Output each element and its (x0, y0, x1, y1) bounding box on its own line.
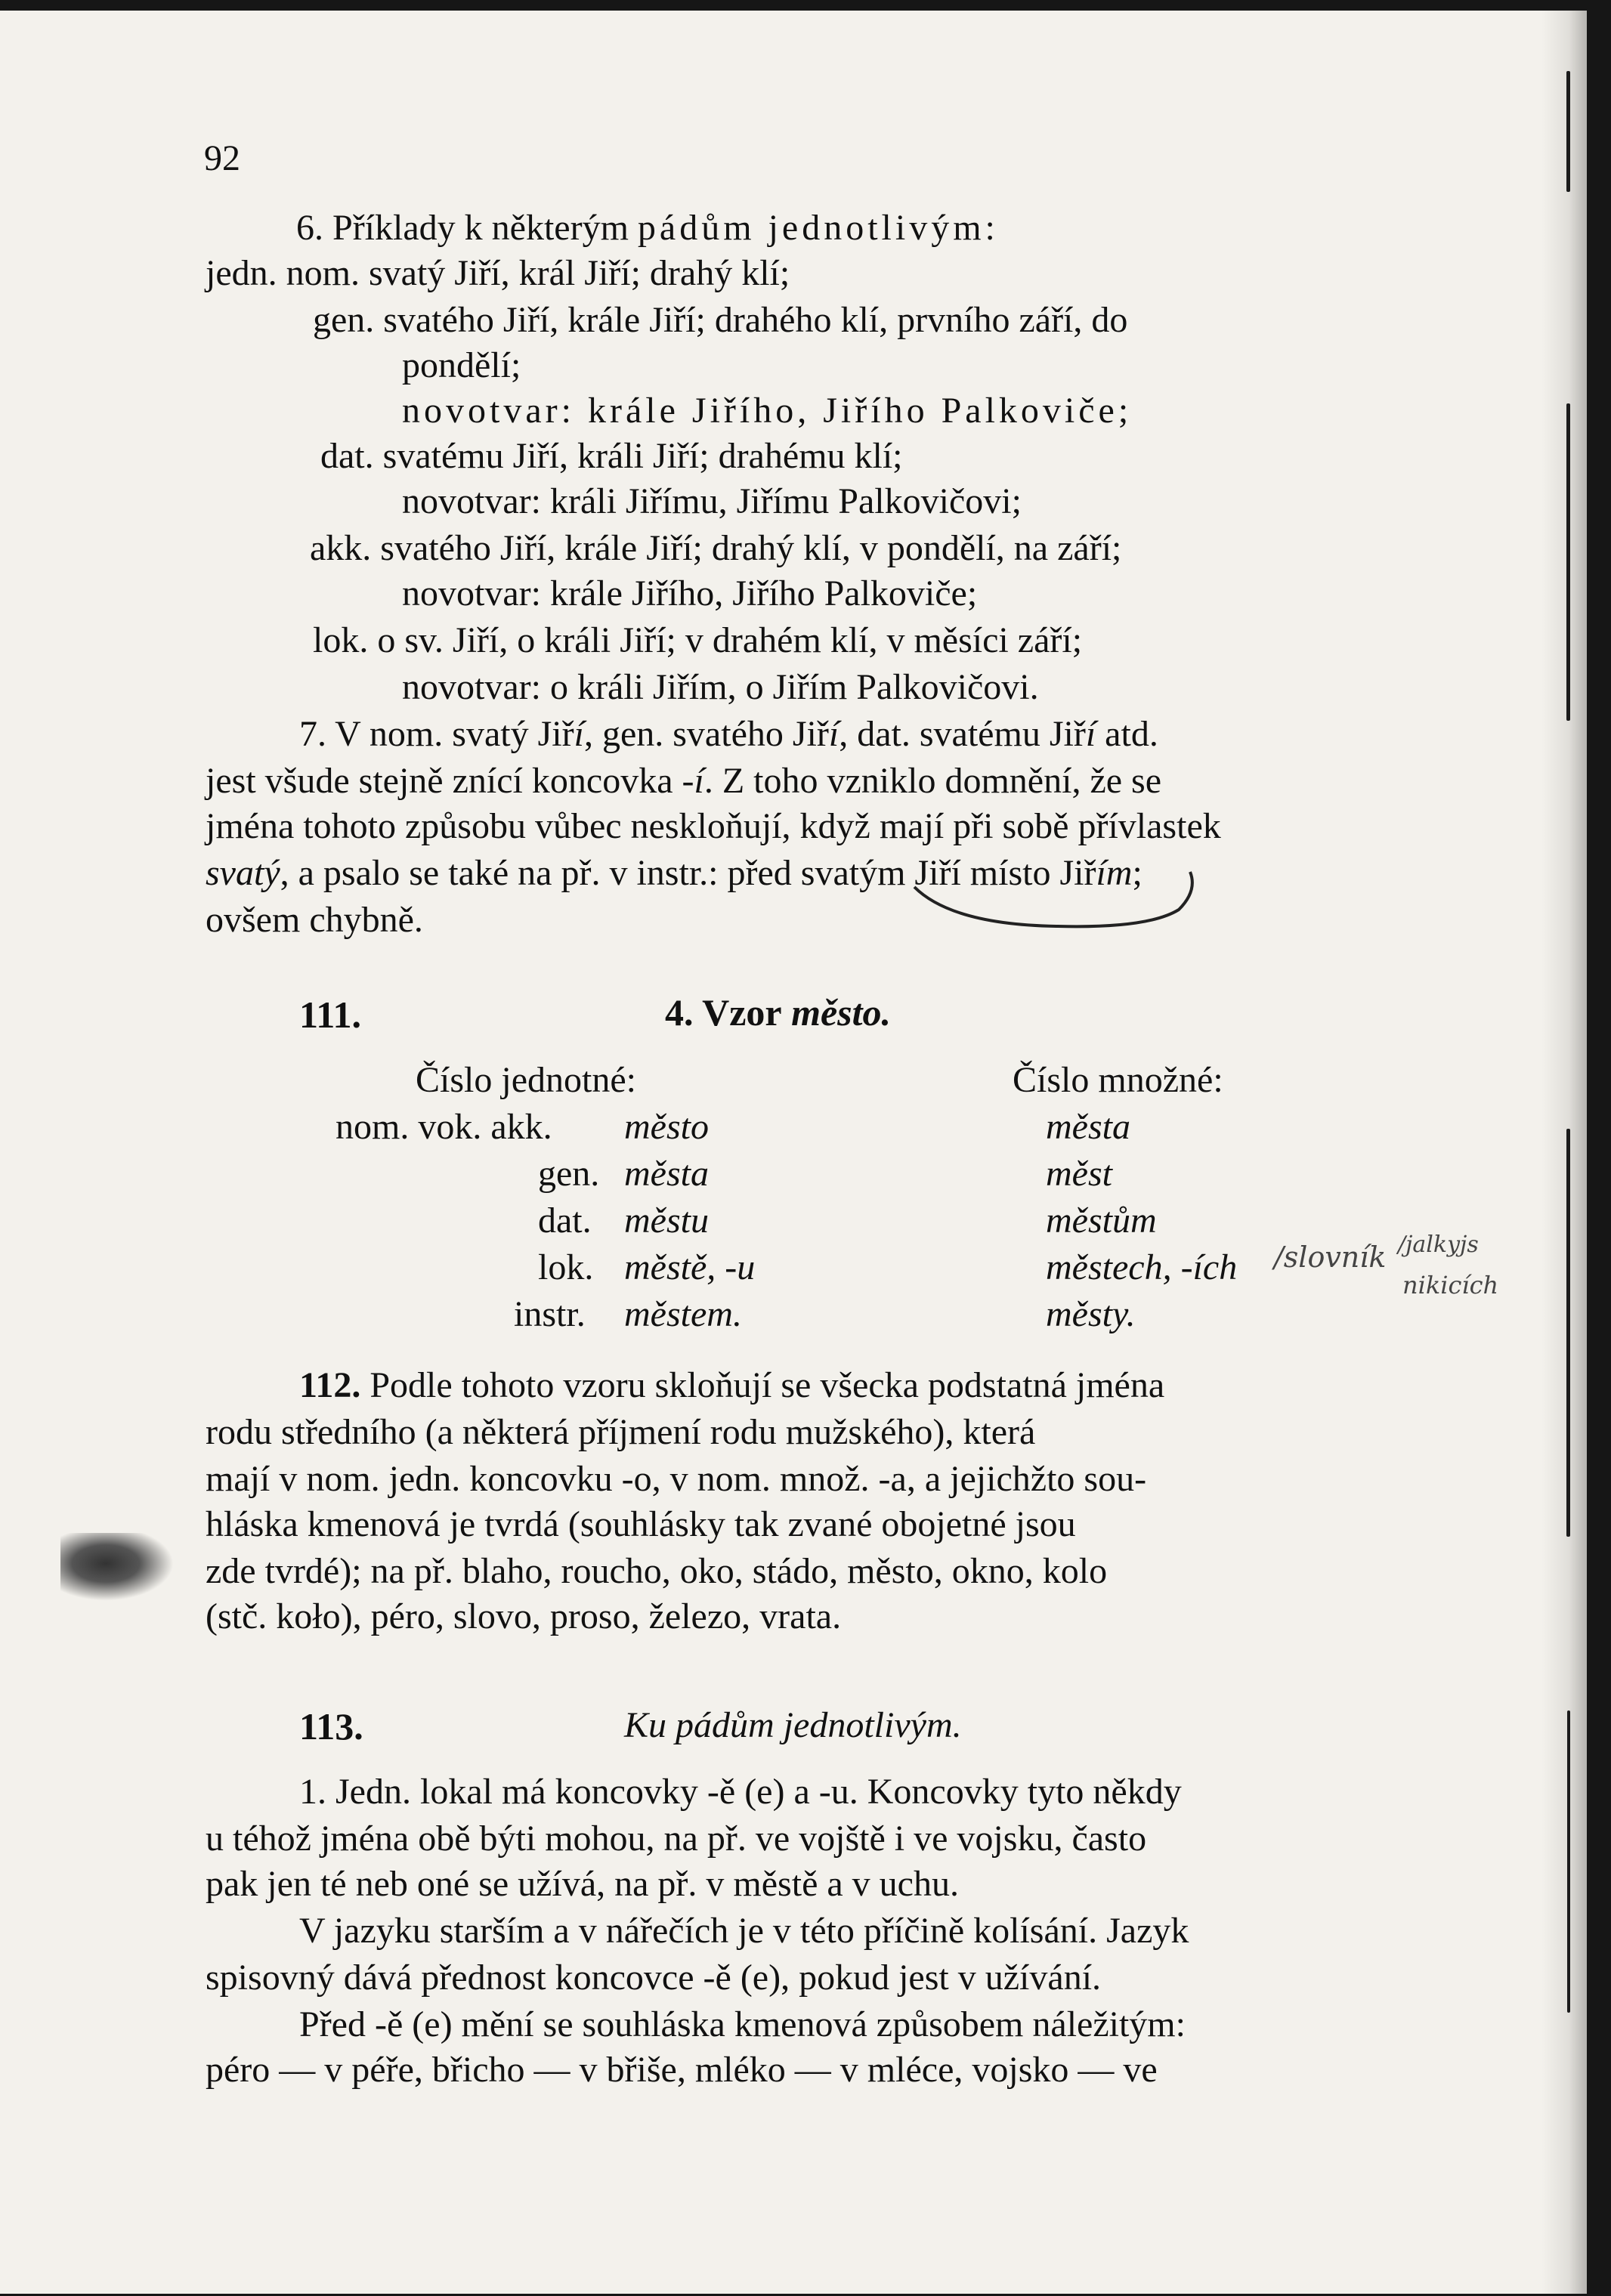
section-number: 113. (299, 1705, 363, 1747)
text-line: Před -ě (e) mění se souhláska kmenová způsobem náležitým: (299, 2004, 1186, 2044)
section-title: 4. Vzor město. (665, 991, 892, 1034)
margin-line (1567, 1710, 1570, 2013)
case-label: dat. (538, 1201, 592, 1241)
pencil-note: /slovník (1274, 1241, 1387, 1274)
case-label: nom. vok. akk. (335, 1107, 552, 1147)
section6-heading: 6. Příklady k některým pádům jednotlivým: (296, 208, 999, 248)
text-line: hláska kmenová je tvrdá (souhlásky tak zvané obojetné jsou (206, 1504, 1076, 1544)
case-label: gen. (538, 1154, 600, 1194)
plural-form: městům (1046, 1201, 1157, 1241)
singular-header: Číslo jednotné: (416, 1060, 636, 1100)
case-label: lok. (538, 1247, 594, 1287)
text-line: gen. svatého Jiří, krále Jiří; drahého klí, prvního září, do (313, 300, 1128, 340)
text-line: spisovný dává přednost koncovce -ě (e), pokud jest v užívání. (206, 1958, 1102, 1998)
text-line: novotvar: o králi Jiřím, o Jiřím Palkovičovi. (402, 667, 1039, 707)
section-number: 111. (299, 993, 361, 1036)
pencil-note: /jalkyjs (1398, 1231, 1479, 1258)
text-line: 7. V nom. svatý Jiří, gen. svatého Jiří, dat. svatému Jiří atd. (299, 714, 1158, 754)
text-line: lok. o sv. Jiří, o králi Jiří; v drahém klí, v měsíci září; (313, 620, 1083, 660)
text-line: svatý, a psalo se také na př. v instr.: před svatým Jiří místo Jiřím; (206, 853, 1143, 893)
text-line: mají v nom. jedn. koncovku -o, v nom. množ. -a, a jejichžto sou- (206, 1459, 1147, 1499)
text-line: pondělí; (402, 345, 521, 385)
text-line: novotvar: králi Jiřímu, Jiřímu Palkovičovi; (402, 481, 1022, 521)
case-label: instr. (514, 1294, 586, 1334)
text-line: novotvar: krále Jiřího, Jiřího Palkoviče; (402, 391, 1133, 431)
text-line: zde tvrdé); na př. blaho, roucho, oko, stádo, město, okno, kolo (206, 1551, 1108, 1591)
margin-line (1566, 403, 1570, 721)
singular-form: města (624, 1154, 709, 1194)
page-number: 92 (204, 138, 240, 178)
text-line: jedn. nom. svatý Jiří, král Jiří; drahý klí; (206, 253, 790, 293)
singular-form: městu (624, 1201, 709, 1241)
text-line: u téhož jména obě býti mohou, na př. ve vojště i ve vojsku, často (206, 1819, 1147, 1859)
plural-form: městech, -ích (1046, 1247, 1238, 1287)
text-line: 1. Jedn. lokal má koncovky -ě (e) a -u. Koncovky tyto někdy (299, 1772, 1182, 1812)
margin-line (1566, 71, 1570, 192)
text-line: jména tohoto způsobu vůbec neskloňují, když mají při sobě přívlastek (206, 806, 1221, 846)
text-line: ovšem chybně. (206, 900, 423, 940)
plural-header: Číslo množné: (1013, 1060, 1223, 1100)
margin-line (1566, 1129, 1570, 1537)
plural-form: měst (1046, 1154, 1112, 1194)
text-line: akk. svatého Jiří, krále Jiří; drahý klí, v pondělí, na září; (310, 528, 1122, 568)
section-title: Ku pádům jednotlivým. (624, 1705, 962, 1745)
plural-form: města (1046, 1107, 1130, 1147)
singular-form: město (624, 1107, 709, 1147)
text-line: V jazyku starším a v nářečích je v této příčině kolísání. Jazyk (299, 1911, 1189, 1951)
text-line: péro — v péře, břicho — v břiše, mléko — v mléce, vojsko — ve (206, 2050, 1158, 2090)
pencil-note: nikicích (1402, 1271, 1499, 1299)
text-line: 112. Podle tohoto vzoru skloňují se všecka podstatná jména (299, 1365, 1165, 1405)
text-line: (stč. koło), péro, slovo, proso, železo, vrata. (206, 1596, 842, 1636)
text-line: jest všude stejně znící koncovka -í. Z toho vzniklo domnění, že se (206, 761, 1162, 801)
text-line: novotvar: krále Jiřího, Jiřího Palkoviče; (402, 573, 978, 613)
text-line: dat. svatému Jiří, králi Jiří; drahému klí; (320, 436, 903, 476)
page-edge-shadow (1541, 11, 1587, 2294)
handwritten-underline (907, 864, 1209, 940)
scanned-page (0, 11, 1587, 2294)
text-line: pak jen té neb oné se užívá, na př. v městě a v uchu. (206, 1864, 959, 1904)
text-line: rodu středního (a některá příjmení rodu mužského), která (206, 1412, 1036, 1452)
plural-form: městy. (1046, 1294, 1136, 1334)
singular-form: městem. (624, 1294, 742, 1334)
page-stain (60, 1533, 174, 1601)
singular-form: městě, -u (624, 1247, 756, 1287)
